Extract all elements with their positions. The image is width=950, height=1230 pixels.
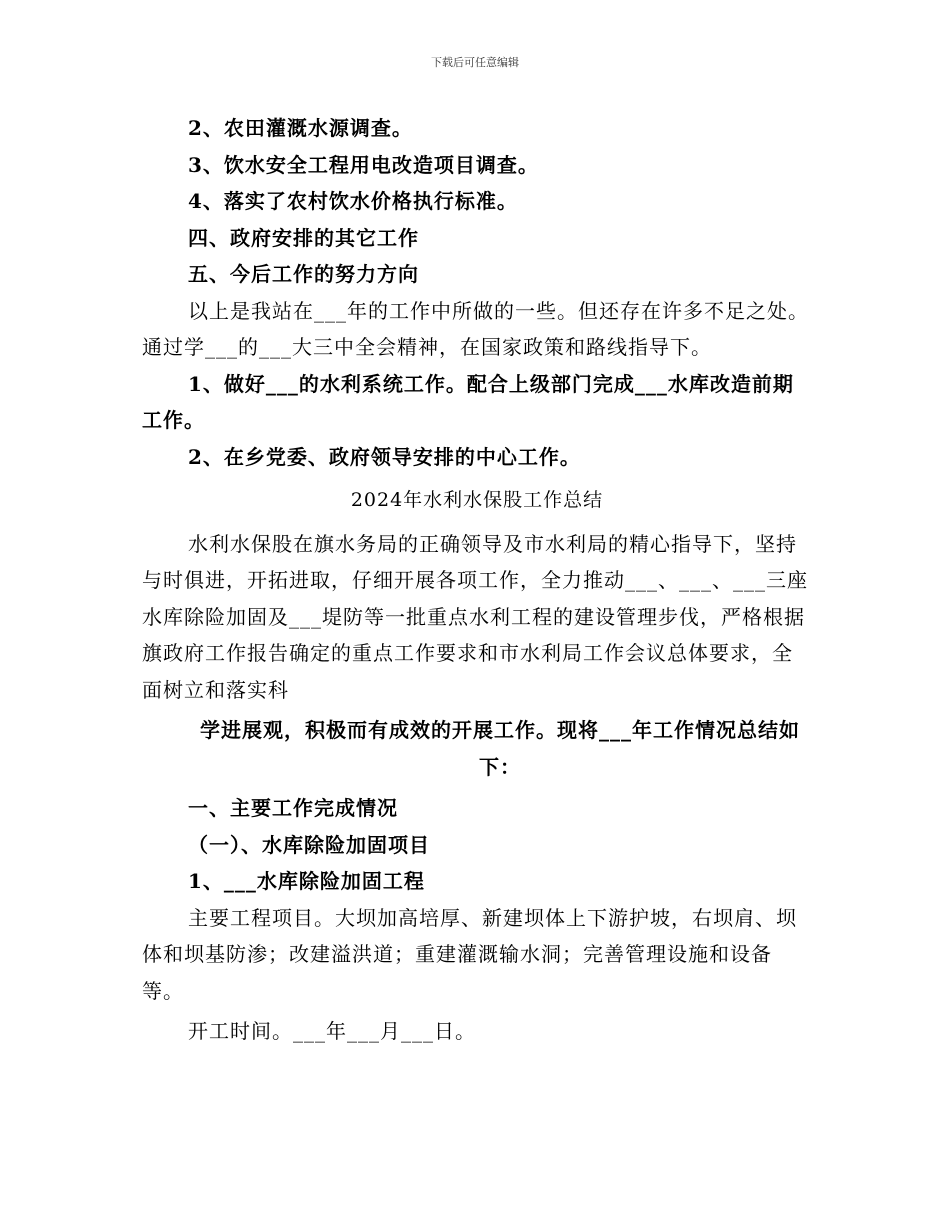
heading-reservoir-work: 1、___水库除险加固工程 bbox=[188, 869, 425, 893]
document-title: 2024年水利水保股工作总结 bbox=[350, 489, 604, 511]
plan-item-2: 2、在乡党委、政府领导安排的中心工作。 bbox=[188, 444, 581, 469]
plan-item-1: 1、做好___的水利系统工作。配合上级部门完成___水库改造前期工作。 bbox=[142, 371, 794, 432]
section-heading-5: 五、今后工作的努力方向 bbox=[188, 262, 419, 286]
list-item-2: 2、农田灌溉水源调查。 bbox=[188, 116, 413, 140]
heading-main-work: 一、主要工作完成情况 bbox=[188, 796, 398, 820]
summary-paragraph: 以上是我站在___年的工作中所做的一些。但还存在许多不足之处。通过学___的___大三中全会精神，在国家政策和路线指导下。 bbox=[142, 298, 809, 359]
list-item-3: 3、饮水安全工程用电改造项目调查。 bbox=[188, 152, 539, 177]
intro-paragraph: 水利水保股在旗水务局的正确领导及市水利局的精心指导下，坚持与时俱进，开拓进取，仔细开展各项工作，全力推动___、___、___三座水库除险加固及___堤防等一批重点水利工程的建设管理步伐，严格根据旗政府工作报告确定的重点工作要求和市水利局工作会议总体要求，全面树立和落实科 bbox=[142, 531, 808, 702]
document-body bbox=[142, 110, 812, 1050]
project-items-paragraph: 主要工程项目。大坝加高培厚、新建坝体上下游护坡，右坝肩、坝体和坝基防渗；改建溢洪道；重建灌溉输水洞；完善管理设施和设备等。 bbox=[142, 905, 797, 1003]
intro-bold-paragraph: 学进展观，积极而有成效的开展工作。现将___年工作情况总结如下： bbox=[200, 718, 800, 779]
start-time-paragraph: 开工时间。___年___月___日。 bbox=[188, 1019, 476, 1043]
heading-reservoir-project: （一）、水库除险加固项目 bbox=[188, 832, 430, 857]
section-heading-4: 四、政府安排的其它工作 bbox=[188, 225, 419, 250]
list-item-4: 4、落实了农村饮水价格执行标准。 bbox=[188, 189, 518, 213]
page-header: 下载后可任意编辑 bbox=[431, 56, 519, 69]
